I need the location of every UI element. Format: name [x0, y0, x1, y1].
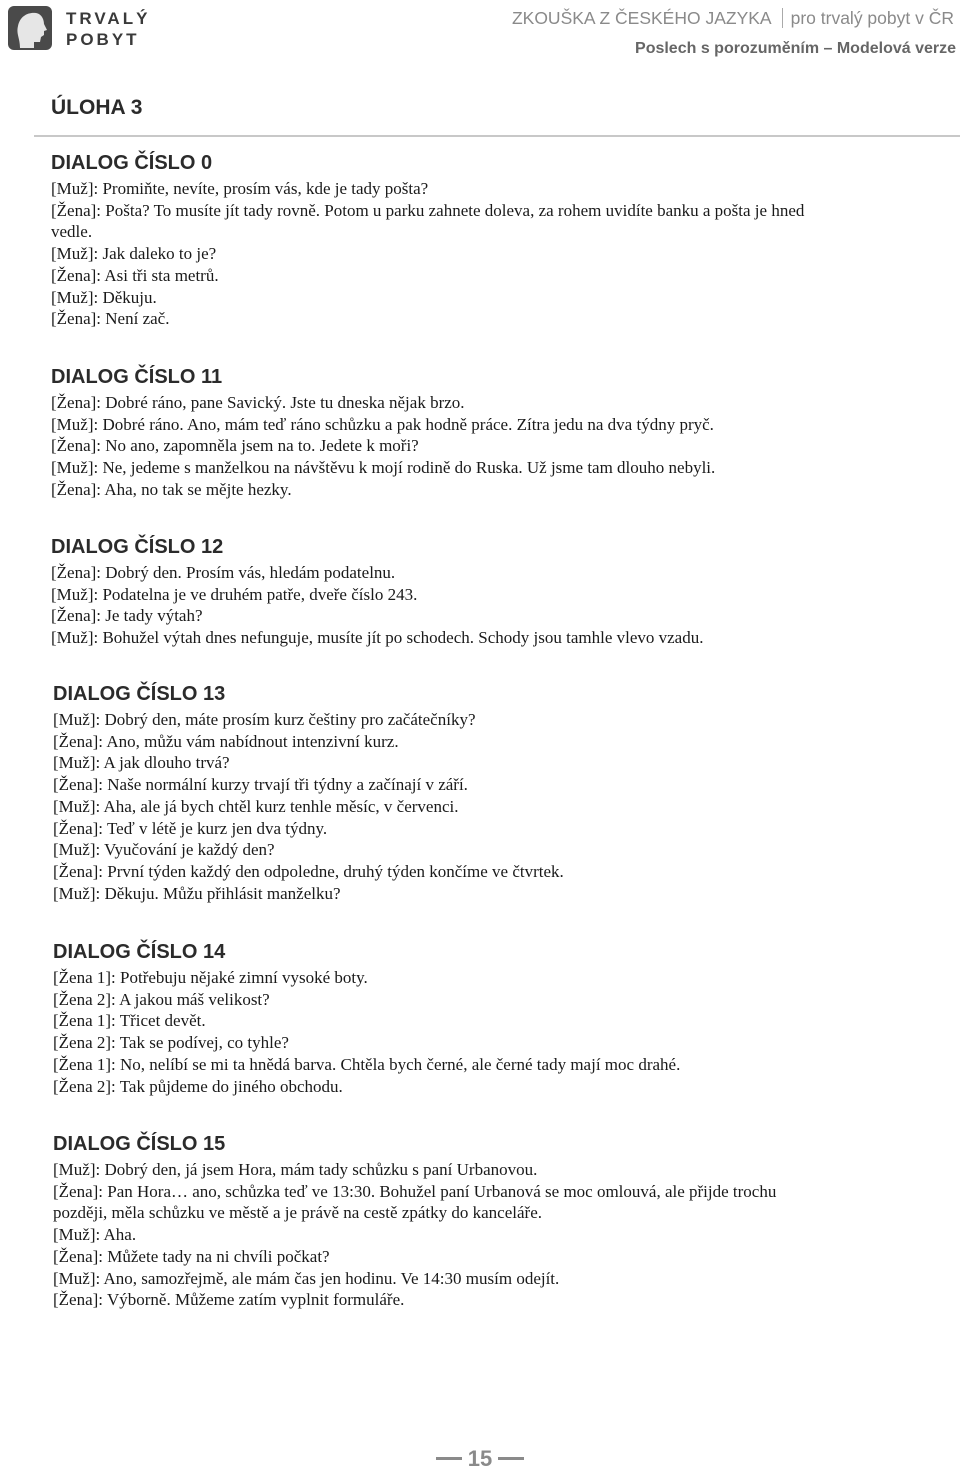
dialog-line: [Muž]: Dobrý den, já jsem Hora, mám tady schůzku s paní Urbanovou.	[53, 1160, 538, 1179]
dialog-line: [Muž]: Děkuju.	[51, 287, 157, 307]
dialog-line: [Žena]: Pošta? To musíte jít tady rovně. Potom u parku zahnete doleva, za rohem uvidíte banku a pošta je hned	[51, 200, 805, 220]
dialog-line: [Žena 2]: Tak se podívej, co tyhle?	[53, 1033, 289, 1053]
dialog-line: [Muž]: Aha, ale já bych chtěl kurz tenhle měsíc, v červenci.	[53, 796, 459, 816]
dialog-line: [Žena]: Ano, můžu vám nabídnout intenzivní kurz.	[53, 731, 399, 751]
dialog-line: [Muž]: Ano, samozřejmě, ale mám čas jen hodinu. Ve 14:30 musím odejít.	[53, 1268, 560, 1288]
header-divider	[782, 8, 783, 28]
dialog-line: [Žena]: Aha, no tak se mějte hezky.	[51, 479, 292, 499]
dialog-line: [Žena]: Dobrý den. Prosím vás, hledám podatelnu.	[51, 563, 396, 582]
exam-header	[512, 8, 954, 29]
dialog-title: DIALOG ČÍSLO 11	[51, 366, 223, 388]
dialog-line: [Muž]: Podatelna je ve druhém patře, dveře číslo 243.	[51, 584, 418, 604]
task-title: ÚLOHA 3	[51, 96, 143, 119]
dialog-line: [Muž]: Ne, jedeme s manželkou na návštěvu k mojí rodině do Ruska. Už jsme tam dlouho nebyli.	[51, 458, 716, 478]
dialog-title: DIALOG ČÍSLO 13	[53, 683, 226, 705]
dialog-line: [Žena]: Teď v létě je kurz jen dva týdny.	[53, 818, 328, 838]
exam-title: ZKOUŠKA Z ČESKÉHO JAZYKA	[511, 8, 772, 28]
divider	[34, 135, 960, 137]
dialog-line: [Žena]: Není zač.	[51, 309, 170, 329]
page-number	[0, 1446, 960, 1472]
dialog-0	[51, 151, 804, 330]
section-title: Poslech s porozuměním – Modelová verze	[635, 40, 956, 57]
head-profile-icon	[6, 4, 56, 52]
page-number-value: 15	[467, 1446, 493, 1471]
dialog-line: [Muž]: Jak daleko to je?	[51, 244, 217, 264]
logo-line1: TRVALÝ	[66, 9, 151, 28]
page-dash-left	[436, 1457, 462, 1460]
dialog-line: [Žena]: Asi tři sta metrů.	[51, 265, 219, 285]
dialog-line: [Muž]: Vyučování je každý den?	[53, 840, 275, 860]
dialog-line: [Žena 1]: Třicet devět.	[53, 1011, 206, 1031]
dialog-title: DIALOG ČÍSLO 14	[53, 941, 226, 963]
dialog-line: [Žena 2]: A jakou máš velikost?	[53, 989, 270, 1009]
dialog-line: [Žena]: No ano, zapomněla jsem na to. Jedete k moři?	[51, 436, 419, 456]
dialog-line: [Muž]: Bohužel výtah dnes nefunguje, musíte jít po schodech. Schody jsou tamhle vlevo vzadu.	[51, 628, 704, 648]
dialog-line: [Žena 2]: Tak půjdeme do jiného obchodu.	[53, 1076, 343, 1096]
dialog-line: [Žena]: Naše normální kurzy trvají tři týdny a začínají v září.	[53, 775, 468, 795]
dialog-title: DIALOG ČÍSLO 0	[51, 152, 213, 174]
dialog-line: [Muž]: Promiňte, nevíte, prosím vás, kde je tady pošta?	[51, 179, 429, 198]
dialog-line: [Žena]: První týden každý den odpoledne, druhý týden končíme ve čtvrtek.	[53, 861, 564, 881]
dialog-line: [Muž]: Děkuju. Můžu přihlásit manželku?	[53, 883, 341, 903]
dialog-13	[53, 682, 564, 904]
trvaly-pobyt-logo	[6, 4, 166, 52]
dialog-line: [Muž]: Aha.	[53, 1225, 137, 1245]
dialog-line: [Žena 1]: Potřebuju nějaké zimní vysoké boty.	[53, 968, 368, 987]
page-dash-right	[498, 1457, 524, 1460]
dialog-line: [Žena]: Pan Hora… ano, schůzka teď ve 13:30. Bohužel paní Urbanová se moc omlouvá, ale přijde trochu	[53, 1181, 777, 1201]
dialog-line: [Muž]: A jak dlouho trvá?	[53, 753, 230, 773]
dialog-line: vedle.	[51, 222, 93, 242]
dialog-title: DIALOG ČÍSLO 15	[53, 1133, 226, 1155]
dialog-line: [Žena]: Dobré ráno, pane Savický. Jste tu dneska nějak brzo.	[51, 393, 465, 412]
dialog-11	[51, 365, 715, 501]
dialog-14	[53, 940, 680, 1097]
dialog-15	[53, 1132, 776, 1311]
dialog-12	[51, 535, 703, 649]
dialog-line: později, měla schůzku ve městě a je právě na cestě zpátky do kanceláře.	[53, 1203, 542, 1223]
dialog-line: [Muž]: Dobrý den, máte prosím kurz češtiny pro začátečníky?	[53, 710, 476, 729]
dialog-line: [Žena 1]: No, nelíbí se mi ta hnědá barva. Chtěla bych černé, ale černé tady mají moc drahé.	[53, 1054, 681, 1074]
dialog-line: [Muž]: Dobré ráno. Ano, mám teď ráno schůzku a pak hodně práce. Zítra jedu na dva týdny pryč.	[51, 414, 714, 434]
dialog-line: [Žena]: Je tady výtah?	[51, 606, 203, 626]
dialog-line: [Žena]: Můžete tady na ni chvíli počkat?	[53, 1246, 330, 1266]
exam-subtitle: pro trvalý pobyt v ČR	[790, 8, 954, 28]
logo-line2: POBYT	[66, 30, 140, 49]
dialog-line: [Žena]: Výborně. Můžeme zatím vyplnit formuláře.	[53, 1290, 405, 1310]
dialog-title: DIALOG ČÍSLO 12	[51, 536, 224, 558]
